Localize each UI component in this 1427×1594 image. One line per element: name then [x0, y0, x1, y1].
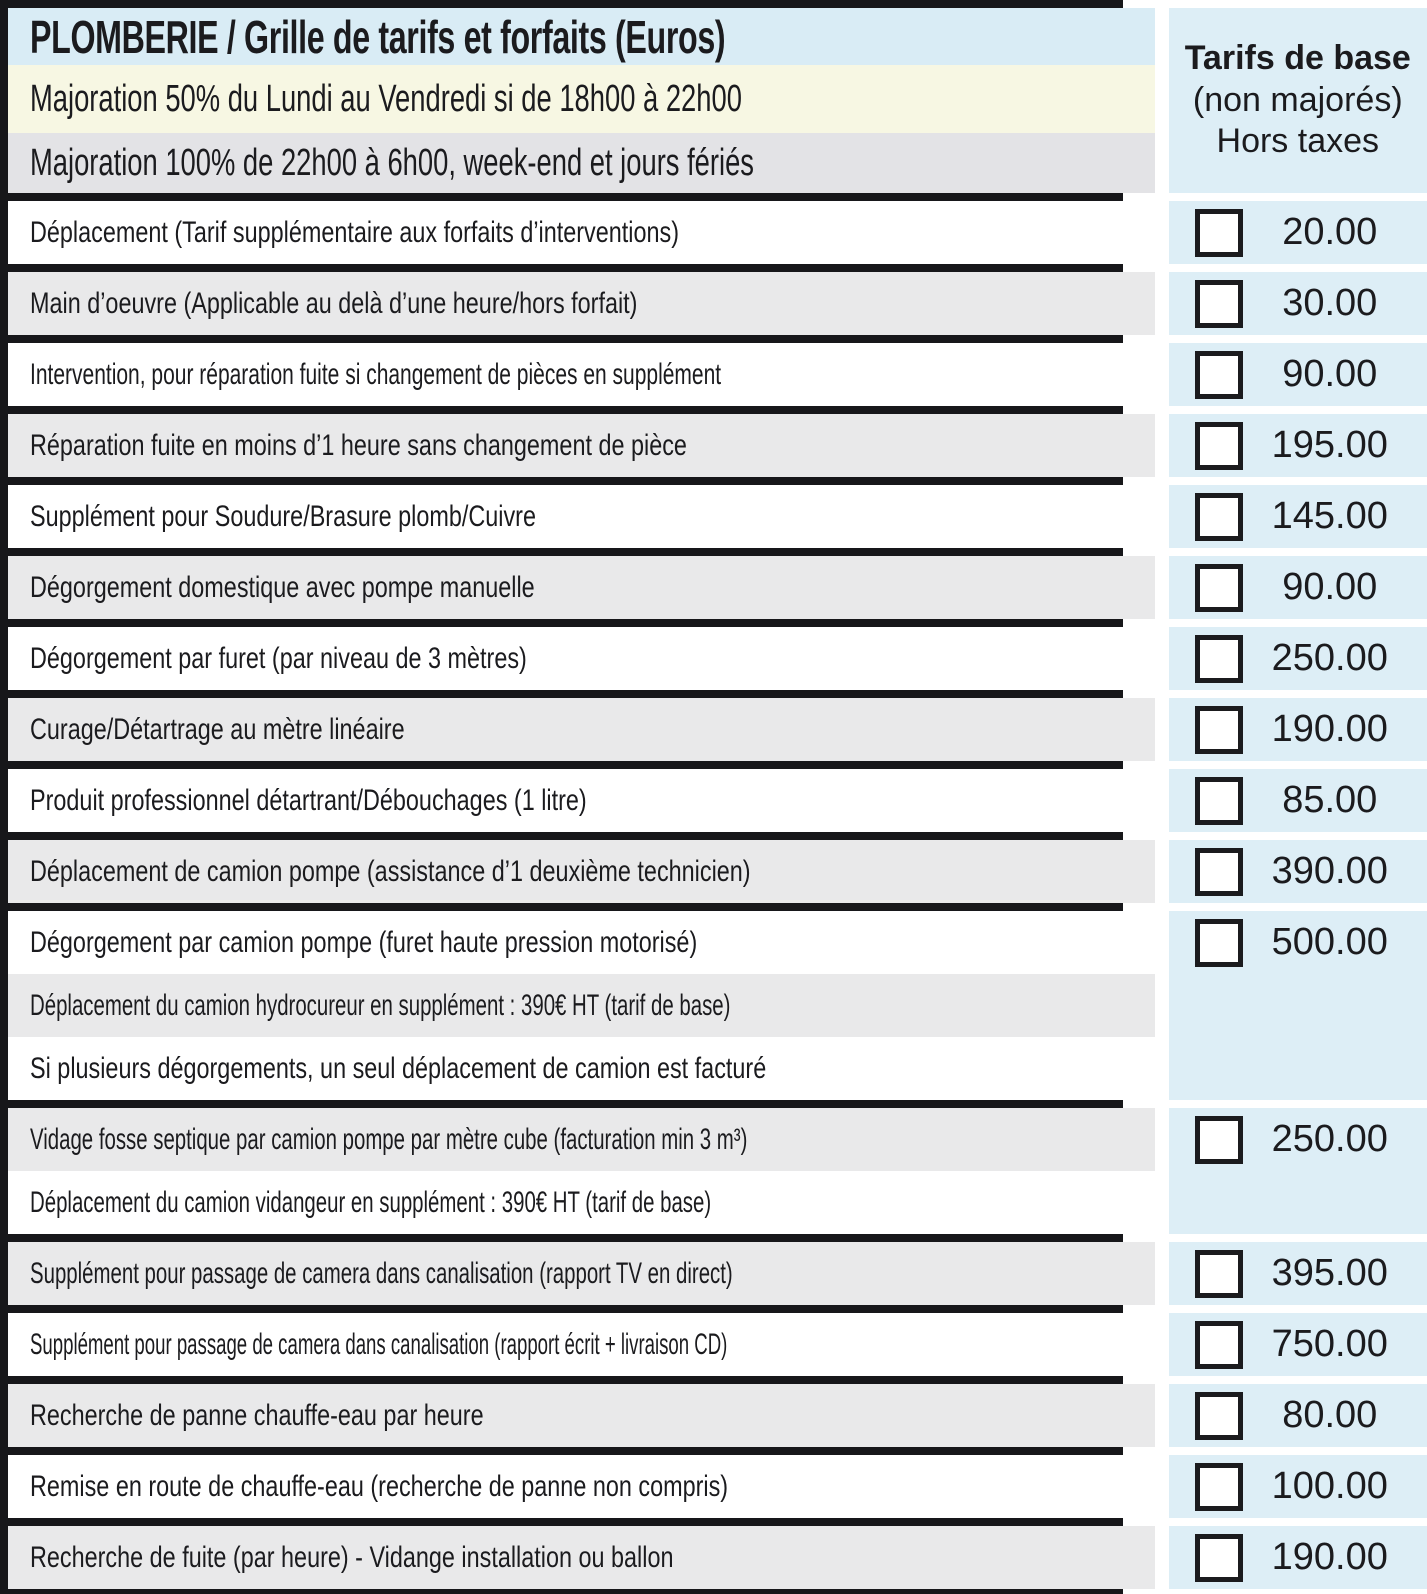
title-band	[8, 8, 1155, 65]
price-checkbox[interactable]	[1195, 564, 1243, 612]
price-value: 100.00	[1271, 1465, 1388, 1507]
price-cell	[1169, 556, 1427, 619]
price-cell	[1169, 1384, 1427, 1447]
table-row	[8, 485, 1155, 548]
table-row	[8, 414, 1155, 477]
service-label: Curage/Détartrage au mètre linéaire	[30, 712, 405, 746]
majoration-note-2: Majoration 100% de 22h00 à 6h00, week-end et jours fériés	[30, 141, 754, 184]
price-checkbox[interactable]	[1195, 1116, 1243, 1164]
price-value: 190.00	[1271, 1536, 1388, 1578]
table-row	[8, 627, 1155, 690]
majoration-note-1-band	[8, 65, 1155, 133]
price-checkbox[interactable]	[1195, 209, 1243, 257]
price-checkbox[interactable]	[1195, 422, 1243, 470]
service-label: Supplément pour passage de camera dans canalisation (rapport écrit + livraison CD)	[30, 1327, 728, 1361]
service-label: Déplacement de camion pompe (assistance d’1 deuxième technicien)	[30, 854, 751, 888]
price-value: 390.00	[1271, 850, 1388, 892]
service-note: Si plusieurs dégorgements, un seul déplacement de camion est facturé	[30, 1051, 767, 1085]
price-header-line2: (non majorés)	[1192, 80, 1403, 119]
price-checkbox[interactable]	[1195, 1250, 1243, 1298]
table-row	[8, 201, 1155, 264]
service-note: Déplacement du camion vidangeur en supplément : 390€ HT (tarif de base)	[30, 1185, 712, 1219]
price-checkbox[interactable]	[1195, 848, 1243, 896]
price-value: 80.00	[1282, 1394, 1378, 1436]
price-cell	[1169, 343, 1427, 406]
price-value: 20.00	[1282, 211, 1378, 253]
service-label: Supplément pour Soudure/Brasure plomb/Cuivre	[30, 499, 536, 533]
table-row	[8, 698, 1155, 761]
price-value: 195.00	[1271, 424, 1388, 466]
price-value: 250.00	[1271, 1118, 1388, 1160]
price-checkbox[interactable]	[1195, 1392, 1243, 1440]
price-value: 30.00	[1282, 282, 1378, 324]
service-label: Recherche de panne chauffe-eau par heure	[30, 1398, 484, 1432]
price-checkbox[interactable]	[1195, 706, 1243, 754]
majoration-note-1: Majoration 50% du Lundi au Vendredi si de 18h00 à 22h00	[30, 77, 742, 120]
sheet-header	[8, 8, 1155, 193]
table-row	[8, 1455, 1155, 1518]
table-row	[8, 556, 1155, 619]
price-cell	[1169, 627, 1427, 690]
price-value: 250.00	[1271, 637, 1388, 679]
table-row	[8, 272, 1155, 335]
service-label: Dégorgement domestique avec pompe manuelle	[30, 570, 535, 604]
price-value: 145.00	[1271, 495, 1388, 537]
price-column-header	[1169, 8, 1427, 193]
price-cell	[1169, 1313, 1427, 1376]
price-checkbox[interactable]	[1195, 635, 1243, 683]
price-header-line1: Tarifs de base	[1184, 39, 1411, 78]
price-checkbox[interactable]	[1195, 777, 1243, 825]
table-row	[8, 1313, 1155, 1376]
service-label: Déplacement (Tarif supplémentaire aux forfaits d’interventions)	[30, 215, 680, 249]
price-cell	[1169, 485, 1427, 548]
price-checkbox[interactable]	[1195, 493, 1243, 541]
price-checkbox[interactable]	[1195, 1321, 1243, 1369]
price-checkbox[interactable]	[1195, 1463, 1243, 1511]
price-cell	[1169, 1526, 1427, 1589]
table-row	[8, 769, 1155, 832]
price-cell	[1169, 1455, 1427, 1518]
price-cell	[1169, 272, 1427, 335]
price-cell	[1169, 201, 1427, 264]
price-cell	[1169, 414, 1427, 477]
table-row	[8, 343, 1155, 406]
price-value: 85.00	[1282, 779, 1378, 821]
table-row	[8, 911, 1155, 1100]
price-value: 395.00	[1271, 1252, 1388, 1294]
table-row	[8, 1108, 1155, 1234]
table-row	[8, 1526, 1155, 1589]
price-cell	[1169, 911, 1427, 1100]
service-label: Recherche de fuite (par heure) - Vidange installation ou ballon	[30, 1540, 674, 1574]
price-value: 90.00	[1282, 566, 1378, 608]
price-checkbox[interactable]	[1195, 1534, 1243, 1582]
price-value: 750.00	[1271, 1323, 1388, 1365]
majoration-note-2-band	[8, 133, 1155, 193]
price-checkbox[interactable]	[1195, 351, 1243, 399]
service-label: Dégorgement par furet (par niveau de 3 mètres)	[30, 641, 527, 675]
table-row	[8, 1242, 1155, 1305]
service-label: Remise en route de chauffe-eau (recherche de panne non compris)	[30, 1469, 729, 1503]
price-value: 190.00	[1271, 708, 1388, 750]
service-label: Intervention, pour réparation fuite si changement de pièces en supplément	[30, 357, 722, 391]
price-cell	[1169, 1108, 1427, 1234]
price-checkbox[interactable]	[1195, 280, 1243, 328]
service-label: Vidage fosse septique par camion pompe par mètre cube (facturation min 3 m³)	[30, 1122, 748, 1156]
page-title: PLOMBERIE / Grille de tarifs et forfaits (Euros)	[30, 10, 726, 63]
service-label: Supplément pour passage de camera dans canalisation (rapport TV en direct)	[30, 1256, 733, 1290]
price-checkbox[interactable]	[1195, 919, 1243, 967]
price-cell	[1169, 840, 1427, 903]
table-row	[8, 1384, 1155, 1447]
service-label: Dégorgement par camion pompe (furet haute pression motorisé)	[30, 925, 698, 959]
table-row	[8, 840, 1155, 903]
price-cell	[1169, 1242, 1427, 1305]
price-cell	[1169, 698, 1427, 761]
service-note: Déplacement du camion hydrocureur en supplément : 390€ HT (tarif de base)	[30, 988, 731, 1022]
service-label: Produit professionnel détartrant/Débouchages (1 litre)	[30, 783, 587, 817]
price-value: 500.00	[1271, 921, 1388, 963]
price-header-line3: Hors taxes	[1216, 122, 1380, 161]
price-value: 90.00	[1282, 353, 1378, 395]
price-cell	[1169, 769, 1427, 832]
service-label: Main d’oeuvre (Applicable au delà d’une heure/hors forfait)	[30, 286, 638, 320]
service-label: Réparation fuite en moins d’1 heure sans changement de pièce	[30, 428, 687, 462]
